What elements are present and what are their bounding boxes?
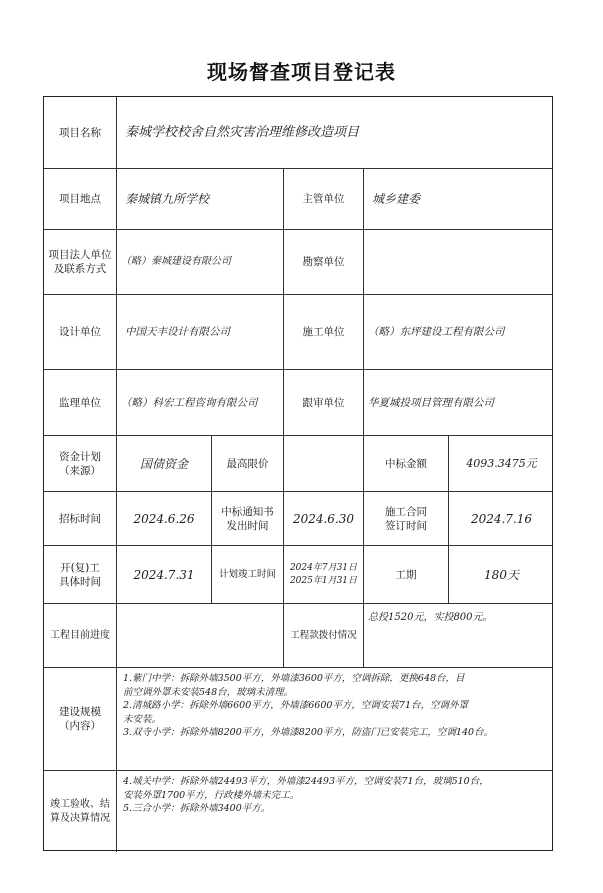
acceptance-label-cell — [44, 771, 117, 852]
supervisor-value-cell — [364, 169, 554, 229]
registration-table — [43, 96, 553, 851]
max-price-label-cell — [212, 436, 284, 491]
supervisor-unit-label: 主管单位 — [302, 193, 345, 205]
row-scale — [44, 668, 552, 771]
bid-time-label: 招标时间 — [59, 512, 101, 525]
scale-label-line1: 建设规模 — [59, 706, 101, 718]
supervisor-label-cell — [284, 169, 364, 229]
planned-completion-line1: 2024年7月31日 — [289, 562, 358, 573]
survey-label-cell — [284, 230, 364, 294]
fund-plan-label-line2: （来源） — [59, 464, 101, 477]
contract-value-cell — [449, 492, 554, 545]
contract-label-line1: 施工合同 — [385, 505, 427, 518]
duration-label: 工期 — [395, 568, 417, 581]
row-design — [44, 295, 552, 370]
design-unit-label: 设计单位 — [59, 326, 101, 338]
planned-completion-label: 计划竣工时间 — [218, 568, 276, 580]
start-value-cell — [117, 546, 212, 603]
scale-label-line2: （内容） — [59, 720, 101, 732]
acceptance-line: 5.三合小学：拆除外墙3400平方。 — [123, 803, 271, 814]
contract-label — [382, 505, 430, 533]
project-location-label: 项目地点 — [59, 193, 101, 205]
progress-label: 工程目前进度 — [50, 629, 110, 641]
design-value-cell — [117, 295, 284, 369]
project-name-value: 秦城学校校舍自然灾害治理维修改造项目 — [125, 124, 360, 140]
max-price-value-cell — [284, 436, 364, 491]
planned-completion-value-cell — [284, 546, 364, 603]
contract-time-value: 2024.7.16 — [470, 511, 533, 526]
payment-status-value: 总投1520元，实投800元。 — [368, 612, 493, 623]
construction-value-cell — [364, 295, 554, 369]
project-name-value-cell — [117, 97, 554, 168]
construction-unit-value: （略）东坪建设工程有限公司 — [368, 326, 505, 338]
notice-time-value: 2024.6.30 — [292, 511, 355, 526]
max-price-label: 最高限价 — [226, 457, 269, 470]
legal-unit-value: （略）秦城建设有限公司 — [121, 256, 231, 267]
scale-line: 2.清城路小学：拆除外墙6600平方，外墙漆6600平方，空调安装71台，空调外罩 — [123, 700, 469, 711]
fund-plan-value-cell — [117, 436, 212, 491]
acceptance-line: 4.城关中学：拆除外墙24493平方，外墙漆24493平方，空调安装71台，玻璃510台， — [123, 776, 489, 787]
audit-unit-value: 华夏城投项目管理有限公司 — [368, 396, 494, 409]
form-title: 现场督查项目登记表 — [207, 60, 396, 84]
bid-amount-label: 中标金额 — [385, 457, 427, 470]
progress-value-cell — [117, 604, 284, 667]
audit-unit-label: 跟审单位 — [302, 396, 345, 409]
start-label-cell — [44, 546, 117, 603]
row-bid-time — [44, 492, 552, 546]
row-start — [44, 546, 552, 604]
duration-value: 180天 — [484, 567, 519, 582]
bid-time-value: 2024.6.26 — [133, 511, 195, 526]
scale-label-cell — [44, 668, 117, 770]
fund-plan-value: 国债资金 — [139, 456, 188, 471]
bid-amount-value-cell — [449, 436, 554, 491]
row-acceptance — [44, 771, 552, 852]
project-location-value: 秦城镇九所学校 — [125, 192, 210, 206]
acceptance-label-line1: 竣工验收、结 — [50, 798, 110, 810]
bid-time-value-cell — [117, 492, 212, 545]
planned-completion-value — [290, 562, 357, 588]
payment-value-cell — [364, 604, 554, 667]
start-label — [56, 561, 104, 589]
legal-unit-label-line1: 项目法人单位 — [48, 249, 112, 261]
notice-label-cell — [212, 492, 284, 545]
duration-value-cell — [449, 546, 554, 603]
bid-amount-value: 4093.3475元 — [466, 456, 537, 470]
project-name-label: 项目名称 — [59, 126, 101, 139]
notice-label — [218, 505, 277, 533]
bid-time-label-cell — [44, 492, 117, 545]
start-time-value: 2024.7.31 — [133, 567, 195, 582]
notice-value-cell — [284, 492, 364, 545]
contract-label-cell — [364, 492, 449, 545]
fund-plan-label-line1: 资金计划 — [59, 450, 101, 463]
acceptance-line: 安装外罩1700平方，行政楼外墙未完工。 — [123, 789, 300, 801]
scale-line: 前空调外罩未安装548台，玻璃未清理。 — [123, 686, 294, 698]
row-supervision — [44, 370, 552, 436]
audit-label-cell — [284, 370, 364, 435]
bid-amount-label-cell — [364, 436, 449, 491]
supervisor-unit-value: 城乡建委 — [372, 192, 421, 206]
location-label-cell — [44, 169, 117, 229]
acceptance-label-line2: 算及决算情况 — [50, 812, 110, 824]
acceptance-value-cell — [117, 771, 554, 852]
row-fund — [44, 436, 552, 492]
survey-value-cell — [364, 230, 554, 294]
payment-label-cell — [284, 604, 364, 667]
duration-label-cell — [364, 546, 449, 603]
scale-line: 3.双寺小学：拆除外墙8200平方，外墙漆8200平方，防盗门已安装完工，空调140台。 — [123, 727, 494, 738]
audit-value-cell — [364, 370, 554, 435]
row-legal-unit — [44, 230, 552, 295]
progress-label-cell — [44, 604, 117, 667]
planned-completion-line2: 2025年1月31日 — [289, 575, 358, 586]
supervision-label-cell — [44, 370, 117, 435]
survey-unit-label: 勘察单位 — [302, 256, 345, 268]
construction-unit-label: 施工单位 — [302, 326, 345, 338]
project-name-label-cell — [44, 97, 117, 168]
supervision-unit-value: （略）科宏工程咨询有限公司 — [121, 396, 258, 409]
start-label-line2: 具体时间 — [59, 575, 101, 588]
location-value-cell — [117, 169, 284, 229]
row-location — [44, 169, 552, 230]
planned-completion-label-cell — [212, 546, 284, 603]
fund-plan-label-cell — [44, 436, 117, 491]
scale-line: 未安装。 — [123, 713, 162, 725]
construction-label-cell — [284, 295, 364, 369]
legal-unit-label — [46, 248, 115, 276]
supervision-value-cell — [117, 370, 284, 435]
legal-unit-value-cell — [117, 230, 284, 294]
scale-label — [56, 705, 104, 733]
notice-label-line1: 中标通知书 — [221, 505, 274, 518]
contract-label-line2: 签订时间 — [385, 519, 427, 532]
row-project-name — [44, 97, 552, 169]
row-progress — [44, 604, 552, 668]
scale-value-cell — [117, 668, 554, 770]
legal-unit-label-line2: 及联系方式 — [53, 263, 107, 275]
payment-status-label: 工程款拨付情况 — [290, 629, 357, 641]
design-unit-value: 中国天丰设计有限公司 — [125, 326, 230, 338]
acceptance-label — [47, 798, 113, 826]
scale-line: 1.紫门中学：拆除外墙3500平方，外墙漆3600平方，空调拆除，更换648台，目 — [123, 673, 465, 684]
fund-plan-label — [56, 450, 104, 478]
notice-label-line2: 发出时间 — [226, 519, 269, 532]
supervision-unit-label: 监理单位 — [59, 396, 101, 409]
design-label-cell — [44, 295, 117, 369]
start-label-line1: 开(复)工 — [60, 561, 100, 574]
legal-unit-label-cell — [44, 230, 117, 294]
